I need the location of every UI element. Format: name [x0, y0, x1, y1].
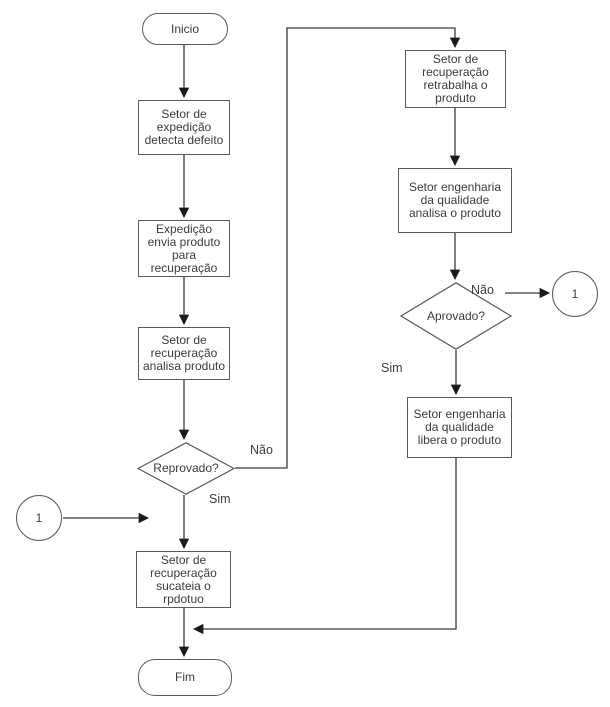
- node-recuperacao-retrabalha: [405, 50, 506, 108]
- node-connector-1-left-label: 1: [35, 510, 43, 525]
- node-decision-aprovado: [400, 282, 512, 350]
- node-decision-reprovado: [137, 442, 235, 495]
- node-expedicao-detecta-label: Setor de expedição detecta defeito: [144, 107, 224, 147]
- edge-label-aprovado-sim: Sim: [381, 361, 403, 375]
- node-expedicao-detecta: [138, 100, 230, 155]
- node-qualidade-analisa: [398, 168, 512, 233]
- edge-label-aprovado-nao: Não: [471, 283, 494, 297]
- node-recuperacao-sucateia-label: Setor de recuperação sucateia o rpdotuo: [150, 552, 217, 606]
- node-decision-aprovado-label: Aprovado?: [426, 308, 486, 323]
- node-connector-1-right: [552, 271, 598, 317]
- node-fim-label: Fim: [175, 670, 195, 684]
- node-connector-1-left: [16, 495, 62, 541]
- node-expedicao-envia: [138, 220, 230, 277]
- node-recuperacao-analisa-label: Setor de recuperação analisa produto: [142, 333, 226, 373]
- node-connector-1-right-label: 1: [571, 286, 579, 301]
- node-inicio-label: Inicio: [170, 21, 199, 36]
- node-decision-reprovado-label: Reprovado?: [153, 461, 219, 475]
- node-fim: [138, 659, 232, 696]
- node-inicio: [142, 13, 228, 45]
- node-recuperacao-retrabalha-label: Setor de recuperação retrabalha o produto: [422, 52, 489, 105]
- edge-label-reprovado-sim: Sim: [209, 492, 231, 506]
- node-qualidade-libera-label: Setor engenharia da qualidade libera o produto: [413, 407, 506, 447]
- edge-label-reprovado-nao: Não: [250, 443, 273, 457]
- node-expedicao-envia-label: Expedição envia produto para recuperação: [147, 221, 221, 275]
- node-qualidade-libera: [407, 397, 512, 458]
- node-recuperacao-analisa: [138, 327, 230, 380]
- node-recuperacao-sucateia: [136, 551, 231, 608]
- node-qualidade-analisa-label: Setor engenharia da qualidade analisa o produto: [408, 180, 502, 220]
